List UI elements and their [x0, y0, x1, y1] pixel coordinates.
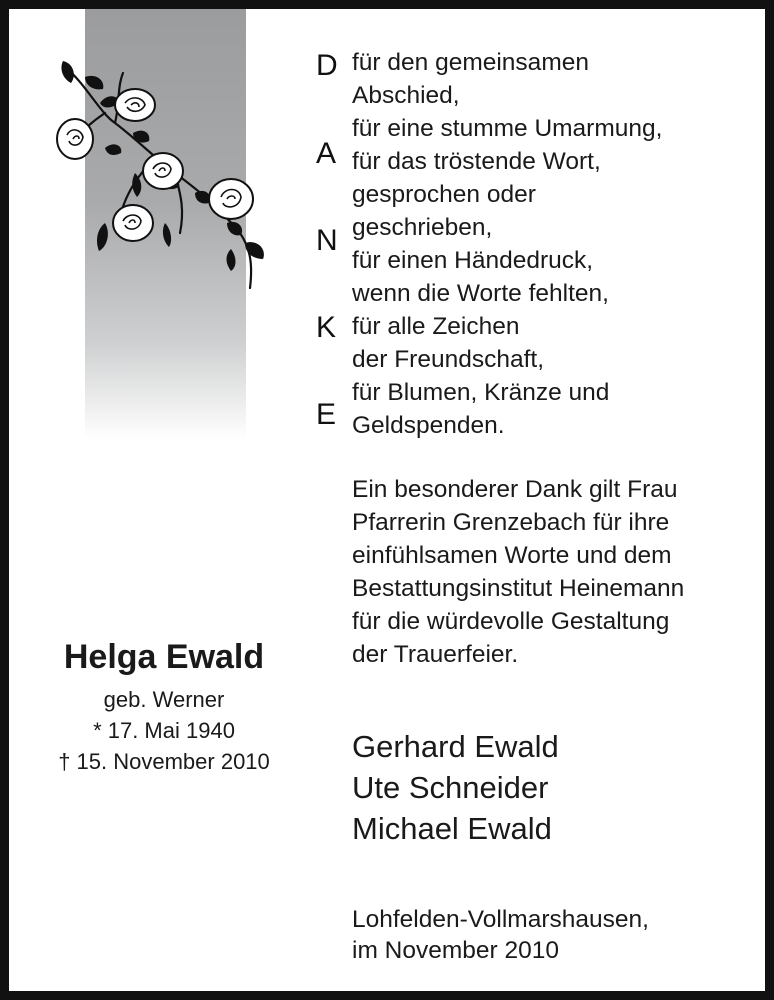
thanks-line: für die würdevolle Gestaltung [352, 608, 670, 635]
poem-line: für alle Zeichen [352, 313, 520, 340]
dank-letter: A [316, 137, 337, 170]
signature-name: Gerhard Ewald [352, 729, 559, 764]
poem-line: für einen Händedruck, [352, 247, 594, 274]
deceased-name: Helga Ewald [63, 638, 265, 676]
poem-line: der Freundschaft, [352, 346, 545, 373]
dank-letter: E [316, 398, 337, 431]
date-line: im November 2010 [352, 937, 559, 964]
dank-letter: N [316, 224, 338, 257]
thanks-line: Pfarrerin Grenzebach für ihre [352, 509, 670, 536]
thanks-line: Bestattungsinstitut Heinemann [352, 575, 685, 602]
rose-branch-illustration [45, 53, 285, 293]
poem-line: wenn die Worte fehlten, [352, 280, 609, 307]
signature-name: Ute Schneider [352, 770, 549, 805]
poem-line: für den gemeinsamen [352, 49, 589, 76]
thanks-line: der Trauerfeier. [352, 641, 519, 668]
thanks-line: Ein besonderer Dank gilt Frau [352, 476, 678, 503]
poem-line: für das tröstende Wort, [352, 148, 601, 175]
poem-line: Geldspenden. [352, 412, 505, 439]
poem-line: für eine stumme Umarmung, [352, 115, 663, 142]
birth-date: * 17. Mai 1940 [93, 718, 235, 743]
poem-line: Abschied, [352, 82, 460, 109]
birth-name: geb. Werner [103, 687, 225, 712]
poem-line: für Blumen, Kränze und [352, 379, 610, 406]
poem-line: gesprochen oder [352, 181, 536, 208]
death-date: † 15. November 2010 [58, 749, 270, 774]
dank-letter: D [316, 49, 338, 82]
signature-name: Michael Ewald [352, 811, 552, 846]
poem-line: geschrieben, [352, 214, 493, 241]
dank-letter: K [316, 311, 337, 344]
place-line: Lohfelden-Vollmarshausen, [352, 906, 649, 933]
thanks-line: einfühlsamen Worte und dem [352, 542, 672, 569]
